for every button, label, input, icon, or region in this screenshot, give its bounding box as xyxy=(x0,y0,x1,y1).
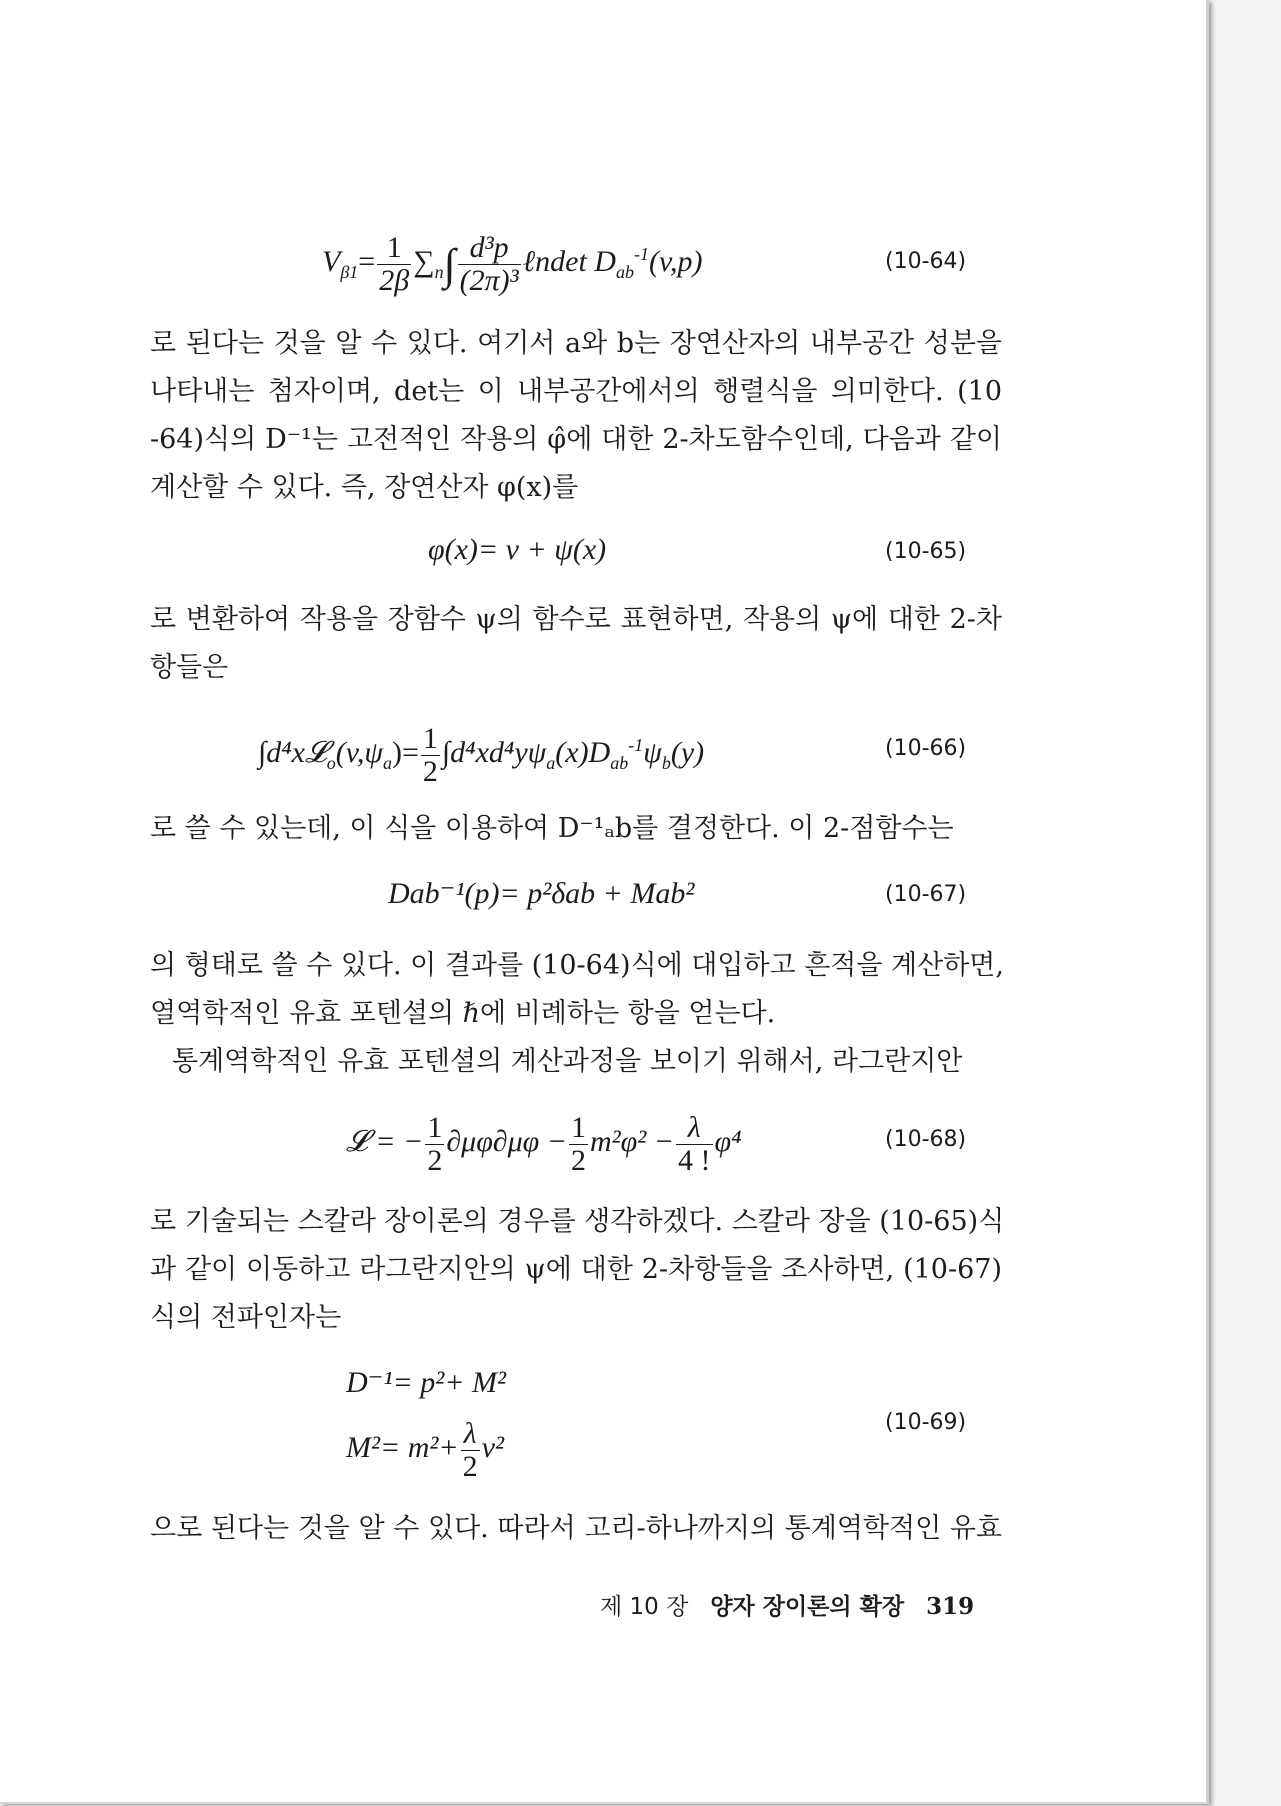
text-line: 로 된다는 것을 알 수 있다. 여기서 a와 b는 장연산자의 내부공간 성분을 xyxy=(150,328,1002,359)
chapter-title: 양자 장이론의 확장 xyxy=(710,1594,905,1620)
equation-10-68: 𝓛 = − $\frac{1}{2}$ ∂μφ∂μφ − $\frac{1}{2}$ m²φ² − $\frac{\lambda}{4 !}$ φ⁴ xyxy=(346,1111,742,1177)
text-line: 으로 된다는 것을 알 수 있다. 따라서 고리-하나까지의 통계역학적인 유효 xyxy=(150,1513,1002,1544)
paragraph-1 xyxy=(150,320,1002,512)
equation-10-69-line-1: D⁻¹= p²+ M² xyxy=(346,1366,506,1399)
equation-10-67: Dab⁻¹(p)= p²δab + Mab² xyxy=(388,877,695,910)
text-line: 계산할 수 있다. 즉, 장연산자 φ(x)를 xyxy=(150,472,579,503)
text-line: 로 기술되는 스칼라 장이론의 경우를 생각하겠다. 스칼라 장을 (10-65)식 xyxy=(150,1206,1005,1237)
equation-number-10-66: (10-66) xyxy=(885,736,967,761)
text-line: 로 쓸 수 있는데, 이 식을 이용하여 D⁻¹ₐb를 결정한다. 이 2-점함수는 xyxy=(150,813,954,844)
text-line: 과 같이 이동하고 라그란지안의 ψ에 대한 2-차항들을 조사하면, (10-67) xyxy=(150,1254,1002,1285)
equation-10-64: $V_{\beta 1}=$ $\frac{1}{2\beta}$ $\sum_n\int$ $\frac{\text{d³p}}{\text{(2π)³}}$ ℓndet $D_{ab}^{-1}(v,p)$ xyxy=(322,231,703,297)
text-line: 나타내는 첨자이며, det는 이 내부공간에서의 행렬식을 의미한다. (10 xyxy=(150,376,1002,407)
equation-10-69-line-2: M²= m²+ $\frac{\lambda}{2}$ v² xyxy=(346,1417,504,1483)
paragraph-5 xyxy=(150,1198,1005,1342)
text-line: 열역학적인 유효 포텐셜의 ℏ에 비례하는 항을 얻는다. xyxy=(150,998,776,1029)
page-footer xyxy=(600,1588,974,1621)
equation-number-10-68: (10-68) xyxy=(885,1127,967,1152)
equation-number-10-65: (10-65) xyxy=(885,539,967,564)
text-line: 항들은 xyxy=(150,652,229,683)
text-line: 의 형태로 쓸 수 있다. 이 결과를 (10-64)식에 대입하고 흔적을 계산하면, xyxy=(150,950,1004,981)
text-line: -64)식의 D⁻¹는 고전적인 작용의 φ̂에 대한 2-차도함수인데, 다음과 같이 xyxy=(150,424,1002,455)
equation-number-10-67: (10-67) xyxy=(885,882,967,907)
paragraph-2 xyxy=(150,596,1002,692)
equation-number-10-64: (10-64) xyxy=(885,249,967,274)
paragraph-4 xyxy=(150,942,1002,1086)
text-line: 로 변환하여 작용을 장함수 ψ의 함수로 표현하면, 작용의 ψ에 대한 2-차 xyxy=(150,604,1002,635)
chapter-label: 제 10 장 xyxy=(600,1594,689,1620)
paragraph-3 xyxy=(150,805,1002,853)
equation-10-66: $\int d^4x𝓛_o(v,\psi_a)=$ $\frac{1}{2}$ $\int d^4xd^4y\psi_a(x)D_{ab}^{-1}\psi_b(y)$ xyxy=(258,722,705,788)
equation-10-65: φ(x)= v + ψ(x) xyxy=(428,533,607,566)
page-number: 319 xyxy=(926,1593,975,1620)
paragraph-6 xyxy=(150,1505,1002,1553)
equation-number-10-69: (10-69) xyxy=(885,1410,967,1435)
text-line: 식의 전파인자는 xyxy=(150,1302,342,1333)
text-line: 통계역학적인 유효 포텐셜의 계산과정을 보이기 위해서, 라그란지안 xyxy=(172,1046,963,1077)
